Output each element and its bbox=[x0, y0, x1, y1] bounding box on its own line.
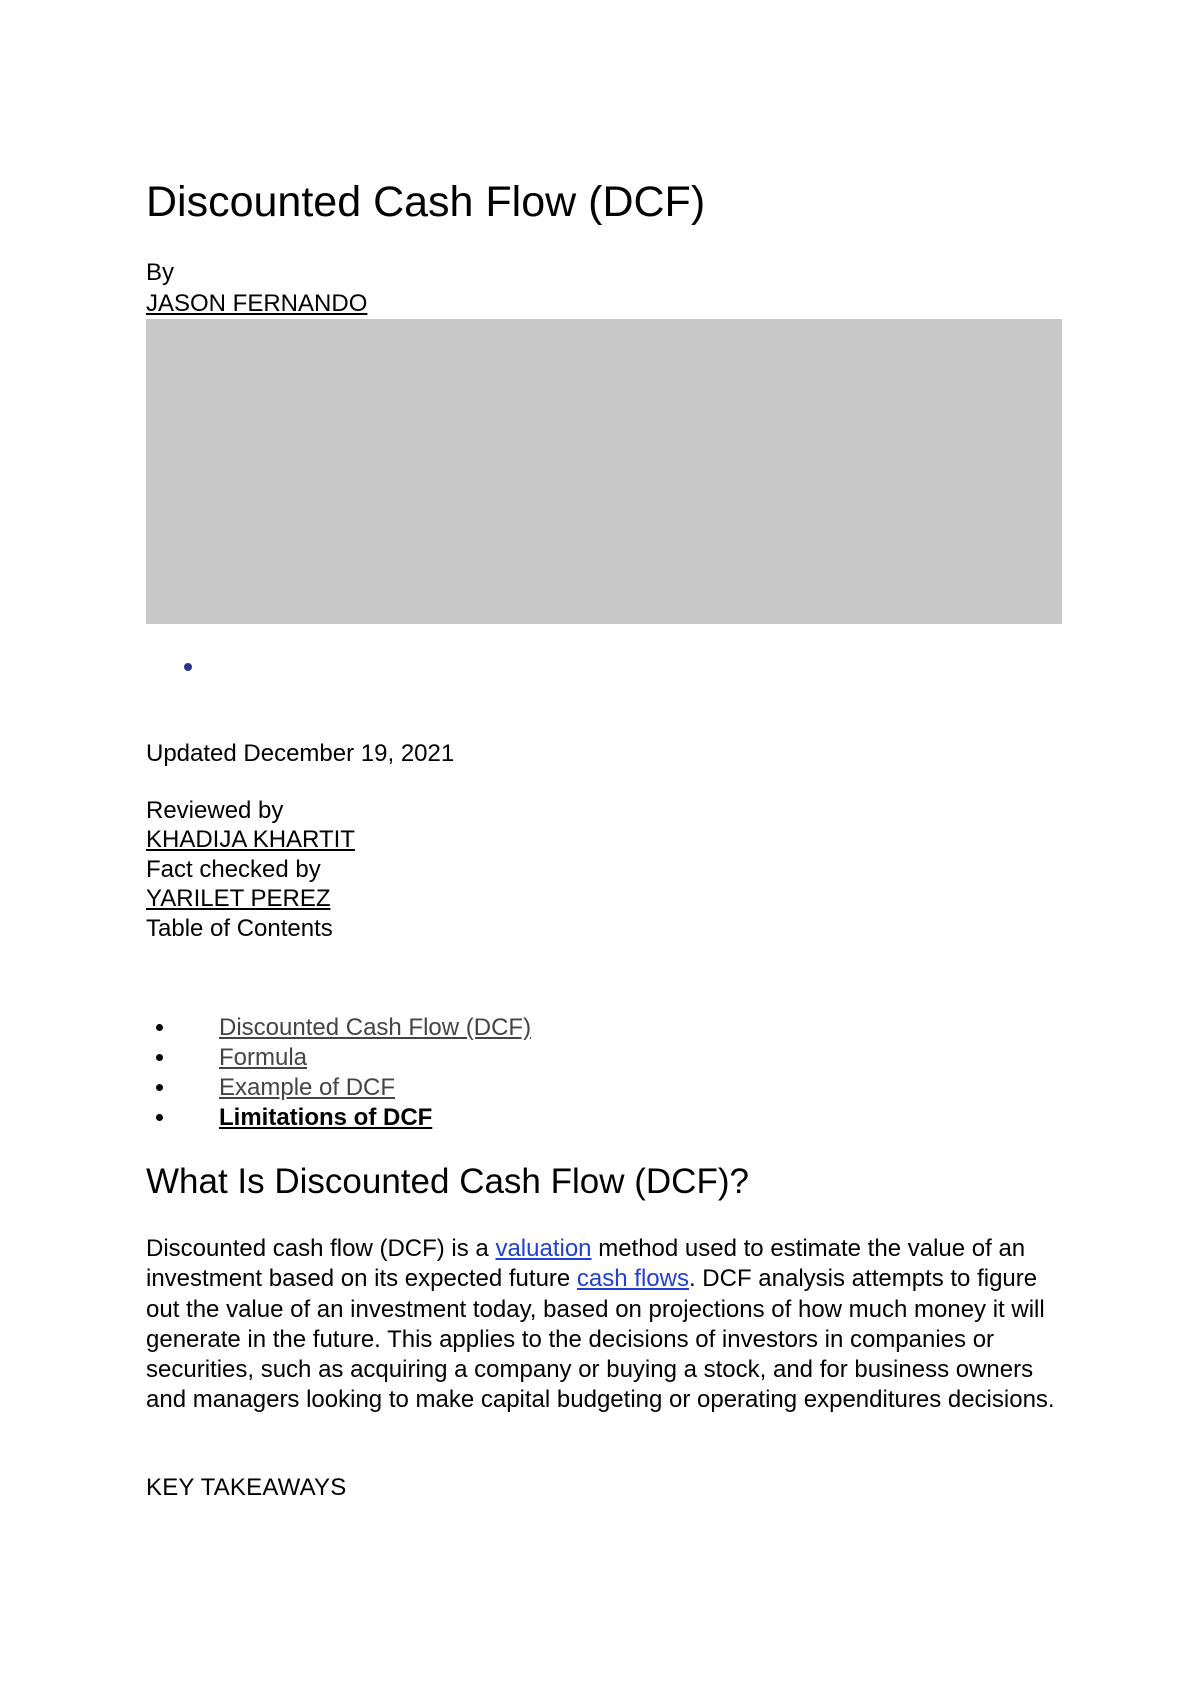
cash-flows-link[interactable]: cash flows bbox=[576, 1265, 689, 1293]
section-heading: What Is Discounted Cash Flow (DCF)? bbox=[146, 1162, 749, 1201]
page-title: Discounted Cash Flow (DCF) bbox=[146, 178, 706, 226]
toc-link-limitations[interactable]: Limitations of DCF bbox=[219, 1104, 433, 1131]
bullet-icon bbox=[156, 1054, 163, 1061]
hero-image-placeholder bbox=[146, 319, 1062, 624]
author-link[interactable]: JASON FERNANDO bbox=[146, 290, 368, 317]
toc-label: Table of Contents bbox=[146, 915, 333, 942]
bullet-icon bbox=[156, 1114, 163, 1121]
toc-link-example[interactable]: Example of DCF bbox=[219, 1074, 396, 1101]
reviewed-by-label: Reviewed by bbox=[146, 797, 284, 824]
key-takeaways-heading: KEY TAKEAWAYS bbox=[146, 1474, 347, 1501]
valuation-link[interactable]: valuation bbox=[495, 1235, 592, 1262]
paragraph-text-start: Discounted cash flow (DCF) is a bbox=[146, 1235, 496, 1262]
intro-paragraph bbox=[146, 1234, 1066, 1416]
carousel-dot-icon[interactable] bbox=[184, 663, 192, 671]
reviewer-link[interactable]: KHADIJA KHARTIT bbox=[146, 826, 355, 853]
updated-date: Updated December 19, 2021 bbox=[146, 740, 455, 767]
byline-label: By bbox=[146, 259, 175, 286]
paragraph-text-mid: method used to estimate the value of an investment based on its expected future bbox=[146, 1235, 1026, 1293]
toc-link-formula[interactable]: Formula bbox=[219, 1044, 308, 1071]
fact-checked-label: Fact checked by bbox=[146, 856, 321, 883]
fact-checker-link[interactable]: YARILET PEREZ bbox=[146, 885, 331, 912]
toc-link-dcf[interactable]: Discounted Cash Flow (DCF) bbox=[219, 1014, 532, 1041]
paragraph-text-end: . DCF analysis attempts to figure out the value of an investment today, based on projections of how much money it will generate in the future. This applies to the decisions of investors in companies or securities, such as acquiring a company or buying a stock, and for business owners and managers looking to make capital budgeting or operating expenditures decisions. bbox=[146, 1265, 1055, 1414]
bullet-icon bbox=[156, 1024, 163, 1031]
bullet-icon bbox=[156, 1084, 163, 1091]
